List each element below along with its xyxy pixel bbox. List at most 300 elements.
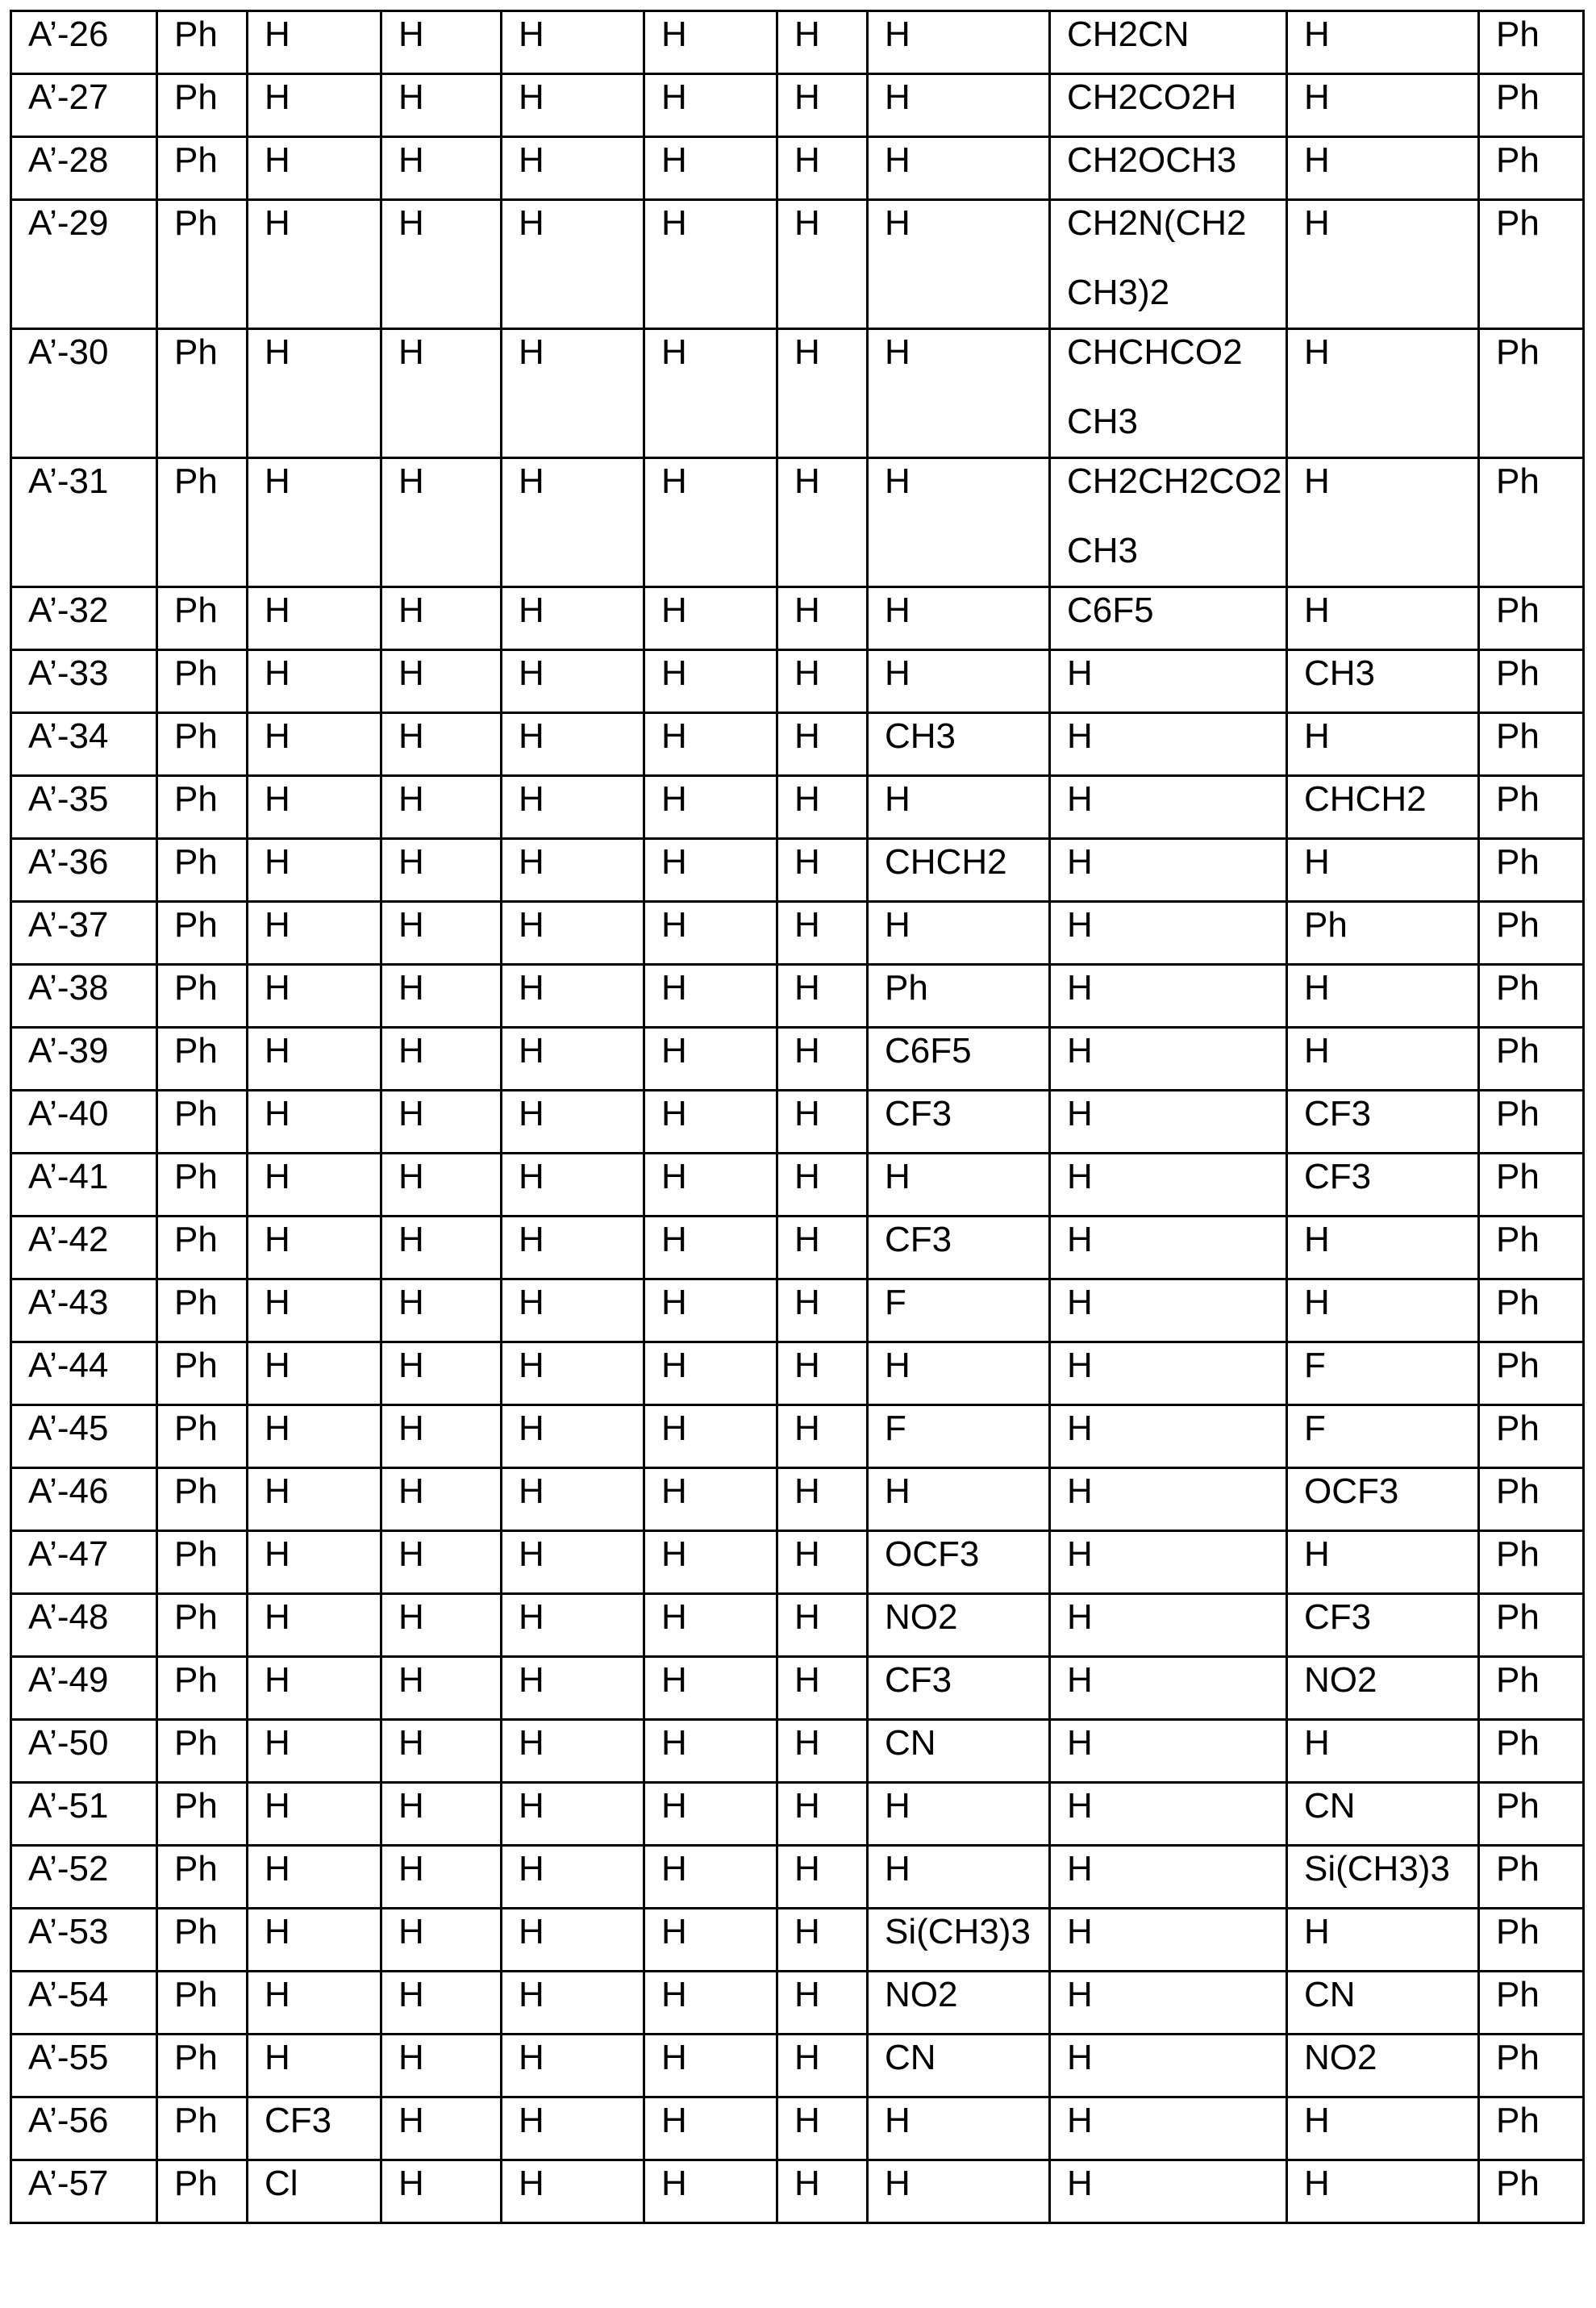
substituent-cell-text: H <box>661 1972 776 2030</box>
substituent-cell <box>157 839 248 902</box>
substituent-cell <box>157 902 248 965</box>
substituent-cell <box>1050 1720 1287 1783</box>
substituent-cell-text: H <box>265 1028 380 1087</box>
table-body <box>11 11 1584 2223</box>
substituent-cell-text: Ph <box>174 902 246 961</box>
substituent-cell <box>1287 1972 1479 2035</box>
substituent-cell-text: Ph <box>1496 2160 1582 2219</box>
substituent-cell <box>868 1405 1050 1468</box>
substituent-cell <box>1287 1279 1479 1342</box>
substituent-cell-text: H <box>398 713 500 772</box>
cell-line: CH2N(CH2 <box>1067 200 1286 259</box>
substituent-cell <box>644 1342 777 1405</box>
compound-id-cell <box>11 902 157 965</box>
substituent-cell <box>868 1342 1050 1405</box>
substituent-cell <box>1479 1154 1584 1217</box>
substituent-cell <box>777 200 868 329</box>
substituent-cell-text: Ph <box>1496 1405 1582 1464</box>
substituent-cell <box>1287 1217 1479 1279</box>
substituent-cell-text: H <box>794 1154 866 1212</box>
substituent-cell-text: H <box>794 329 866 388</box>
compound-id-cell <box>11 137 157 200</box>
substituent-cell <box>248 458 381 587</box>
substituent-cell-text: H <box>885 1468 1048 1527</box>
substituent-cell-text: Ph <box>1496 1468 1582 1527</box>
substituent-cell <box>1050 2097 1287 2160</box>
substituent-cell <box>381 587 502 650</box>
substituent-cell <box>157 2160 248 2223</box>
substituent-cell <box>502 1154 644 1217</box>
substituent-cell <box>1479 965 1584 1028</box>
substituent-cell <box>157 11 248 74</box>
compound-id-cell-text: A’-27 <box>28 74 156 133</box>
substituent-cell-text: H <box>519 458 643 517</box>
substituent-cell <box>644 2160 777 2223</box>
substituent-cell <box>502 2160 644 2223</box>
substituent-cell-text: Ph <box>174 11 246 70</box>
compound-id-cell-text: A’-39 <box>28 1028 156 1087</box>
substituent-cell-text: Ph <box>1496 11 1582 70</box>
substituent-cell <box>644 1909 777 1972</box>
substituent-cell <box>157 1594 248 1657</box>
compound-id-cell <box>11 1028 157 1091</box>
substituent-cell-text: H <box>661 1468 776 1527</box>
substituent-cell-text: H <box>1304 2160 1477 2219</box>
substituent-cell <box>1287 137 1479 200</box>
substituent-cell-text: H <box>265 2035 380 2093</box>
substituent-cell <box>157 1279 248 1342</box>
substituent-cell-text: H <box>885 650 1048 709</box>
substituent-cell <box>248 1342 381 1405</box>
substituent-cell-text: H <box>794 2097 866 2156</box>
substituent-cell <box>777 650 868 713</box>
compound-id-cell <box>11 839 157 902</box>
substituent-cell-text: H <box>661 1846 776 1905</box>
substituent-cell-text: H <box>519 1405 643 1464</box>
compound-id-cell <box>11 965 157 1028</box>
substituent-cell-text: Ph <box>1496 1217 1582 1275</box>
substituent-cell-text: Ph <box>174 1091 246 1150</box>
table-row <box>11 839 1584 902</box>
substituent-cell-text: CF3 <box>265 2097 380 2156</box>
substituent-cell-text: H <box>265 1217 380 1275</box>
substituent-cell <box>502 776 644 839</box>
compound-id-cell <box>11 1846 157 1909</box>
compound-id-cell-text: A’-44 <box>28 1342 156 1401</box>
substituent-cell <box>777 2035 868 2097</box>
substituent-cell-text: H <box>519 1972 643 2030</box>
substituent-cell <box>868 965 1050 1028</box>
substituent-cell-text: Ph <box>174 587 246 646</box>
substituent-cell-text: C6F5 <box>885 1028 1048 1087</box>
substituent-cell-text: CF3 <box>885 1091 1048 1150</box>
substituent-cell-text: F <box>1304 1342 1477 1401</box>
substituent-cell-text: Ph <box>174 776 246 835</box>
substituent-cell <box>777 1405 868 1468</box>
substituent-cell <box>1479 1972 1584 2035</box>
table-row <box>11 1594 1584 1657</box>
substituent-cell <box>157 74 248 137</box>
substituent-cell <box>868 200 1050 329</box>
substituent-cell <box>1479 1468 1584 1531</box>
substituent-cell-text: Ph <box>1496 902 1582 961</box>
table-row <box>11 200 1584 329</box>
compound-id-cell-text: A’-46 <box>28 1468 156 1527</box>
table-row <box>11 2097 1584 2160</box>
substituent-cell <box>868 1468 1050 1531</box>
substituent-cell-text: H <box>519 776 643 835</box>
substituent-cell-text: H <box>661 2035 776 2093</box>
compound-id-cell <box>11 2097 157 2160</box>
substituent-cell <box>502 1405 644 1468</box>
compound-id-cell-text: A’-37 <box>28 902 156 961</box>
substituent-cell <box>248 2035 381 2097</box>
compound-id-cell-text: A’-36 <box>28 839 156 898</box>
compound-id-cell <box>11 1279 157 1342</box>
substituent-cell-text: H <box>1067 1342 1286 1401</box>
substituent-cell <box>248 1091 381 1154</box>
compound-id-cell-text: A’-34 <box>28 713 156 772</box>
substituent-cell <box>502 1091 644 1154</box>
substituent-cell-text: H <box>794 776 866 835</box>
substituent-cell <box>777 2160 868 2223</box>
substituent-cell <box>502 1909 644 1972</box>
substituent-cell-text: H <box>661 1531 776 1590</box>
substituent-cell <box>1287 2097 1479 2160</box>
substituent-cell <box>157 1154 248 1217</box>
compound-id-cell <box>11 2035 157 2097</box>
substituent-cell <box>1479 713 1584 776</box>
substituent-cell <box>777 1909 868 1972</box>
substituent-cell-text: NO2 <box>1304 2035 1477 2093</box>
compound-id-cell <box>11 776 157 839</box>
substituent-cell <box>1050 2160 1287 2223</box>
cell-line: CH3 <box>1067 387 1286 457</box>
compound-id-cell <box>11 200 157 329</box>
substituent-cell-text: H <box>265 587 380 646</box>
table-row <box>11 137 1584 200</box>
compound-id-cell <box>11 1342 157 1405</box>
substituent-cell-text: Ph <box>1496 74 1582 133</box>
substituent-cell <box>777 137 868 200</box>
substituent-cell <box>644 2097 777 2160</box>
substituent-cell <box>381 902 502 965</box>
substituent-cell-text: CF3 <box>1304 1091 1477 1150</box>
substituent-cell-text: H <box>1067 776 1286 835</box>
substituent-cell <box>381 1154 502 1217</box>
substituent-cell <box>248 1783 381 1846</box>
substituent-cell <box>644 329 777 458</box>
compound-id-cell-text: A’-57 <box>28 2160 156 2219</box>
compound-id-cell-text: A’-45 <box>28 1405 156 1464</box>
substituent-cell <box>868 839 1050 902</box>
substituent-cell <box>248 1531 381 1594</box>
substituent-cell <box>1287 200 1479 329</box>
substituent-cell-text: H <box>1067 1657 1286 1716</box>
substituent-cell-text: H <box>519 11 643 70</box>
substituent-cell-text: H <box>519 587 643 646</box>
substituent-cell <box>502 1217 644 1279</box>
substituent-cell-text: Ph <box>1496 137 1582 196</box>
substituent-cell <box>1287 458 1479 587</box>
table-row <box>11 1342 1584 1405</box>
substituent-cell-text: H <box>794 587 866 646</box>
substituent-cell-text: H <box>519 1657 643 1716</box>
substituent-cell <box>1287 1720 1479 1783</box>
substituent-cell <box>502 137 644 200</box>
substituent-cell-text: H <box>1304 458 1477 517</box>
substituent-cell <box>1050 1279 1287 1342</box>
substituent-cell-text: Ph <box>174 1594 246 1653</box>
substituent-cell <box>381 1405 502 1468</box>
substituent-cell-text: H <box>519 1720 643 1779</box>
substituent-cell-text: H <box>794 200 866 259</box>
substituent-cell <box>777 587 868 650</box>
substituent-cell-text: Ph <box>174 1405 246 1464</box>
compound-id-cell <box>11 587 157 650</box>
substituent-cell <box>777 965 868 1028</box>
substituent-cell <box>644 587 777 650</box>
substituent-cell <box>248 1217 381 1279</box>
compound-id-cell-text: A’-28 <box>28 137 156 196</box>
substituent-cell-text: H <box>519 137 643 196</box>
substituent-cell <box>777 1217 868 1279</box>
substituent-cell-text: CN <box>885 2035 1048 2093</box>
substituent-cell <box>248 1909 381 1972</box>
substituent-cell <box>1479 902 1584 965</box>
compound-id-cell-text: A’-54 <box>28 1972 156 2030</box>
compound-id-cell <box>11 1909 157 1972</box>
compound-id-cell-text: A’-33 <box>28 650 156 709</box>
substituent-cell-text: H <box>265 74 380 133</box>
substituent-cell <box>777 839 868 902</box>
substituent-cell <box>157 1909 248 1972</box>
table-row <box>11 1783 1584 1846</box>
substituent-cell-text: H <box>398 839 500 898</box>
substituent-cell <box>502 200 644 329</box>
substituent-cell-text: H <box>519 2035 643 2093</box>
substituent-cell-text: H <box>661 11 776 70</box>
table-row <box>11 1091 1584 1154</box>
substituent-cell <box>248 1028 381 1091</box>
substituent-cell-text <box>1067 329 1286 457</box>
substituent-cell-text: Ph <box>1496 1342 1582 1401</box>
substituent-cell-text: H <box>661 200 776 259</box>
substituent-cell <box>644 776 777 839</box>
compound-id-cell-text: A’-52 <box>28 1846 156 1905</box>
substituent-cell <box>777 1531 868 1594</box>
substituent-cell-text: H <box>661 713 776 772</box>
substituent-cell <box>157 650 248 713</box>
substituent-cell-text: H <box>265 965 380 1024</box>
substituent-cell <box>1479 1279 1584 1342</box>
substituent-cell-text: Ph <box>1496 458 1582 517</box>
substituent-cell <box>1050 1783 1287 1846</box>
substituent-cell-text: H <box>1304 2097 1477 2156</box>
substituent-cell <box>1050 1405 1287 1468</box>
substituent-cell-text: H <box>398 1468 500 1527</box>
compound-id-cell <box>11 329 157 458</box>
substituent-cell-text: H <box>794 1405 866 1464</box>
substituent-cell-text: H <box>265 713 380 772</box>
substituent-cell <box>644 2035 777 2097</box>
substituent-cell-text: H <box>794 1720 866 1779</box>
substituent-cell-text: H <box>1304 1028 1477 1087</box>
substituent-cell-text: H <box>398 1846 500 1905</box>
substituent-cell-text: H <box>519 329 643 388</box>
substituent-cell <box>868 650 1050 713</box>
substituent-cell <box>1479 137 1584 200</box>
table-row <box>11 1720 1584 1783</box>
substituent-cell <box>1479 776 1584 839</box>
substituent-cell <box>248 74 381 137</box>
substituent-cell <box>1050 1028 1287 1091</box>
substituent-cell <box>248 1279 381 1342</box>
compound-substituent-table <box>10 10 1585 2224</box>
substituent-cell-text: Ph <box>174 965 246 1024</box>
substituent-cell-text: H <box>1067 2035 1286 2093</box>
substituent-cell <box>644 1405 777 1468</box>
substituent-cell-text: H <box>265 1909 380 1968</box>
substituent-cell <box>502 713 644 776</box>
substituent-cell-text: H <box>398 11 500 70</box>
substituent-cell-text: H <box>1067 1594 1286 1653</box>
substituent-cell <box>157 965 248 1028</box>
substituent-cell <box>777 713 868 776</box>
compound-id-cell-text: A’-50 <box>28 1720 156 1779</box>
substituent-cell <box>381 137 502 200</box>
substituent-cell-text: H <box>885 137 1048 196</box>
substituent-cell-text: H <box>1304 74 1477 133</box>
substituent-cell-text: H <box>265 1531 380 1590</box>
substituent-cell-text: H <box>398 458 500 517</box>
substituent-cell <box>1287 1468 1479 1531</box>
substituent-cell <box>381 74 502 137</box>
substituent-cell-text: Si(CH3)3 <box>885 1909 1048 1968</box>
substituent-cell-text: Ph <box>174 1909 246 1968</box>
substituent-cell <box>868 1531 1050 1594</box>
substituent-cell-text: H <box>794 1783 866 1842</box>
substituent-cell-text: H <box>661 1342 776 1401</box>
substituent-cell-text: H <box>794 2035 866 2093</box>
substituent-cell <box>381 1720 502 1783</box>
substituent-cell <box>1479 2097 1584 2160</box>
substituent-cell <box>248 650 381 713</box>
substituent-cell <box>1050 839 1287 902</box>
substituent-cell <box>248 1405 381 1468</box>
substituent-cell <box>868 902 1050 965</box>
substituent-cell <box>777 1342 868 1405</box>
substituent-cell <box>157 137 248 200</box>
substituent-cell <box>248 839 381 902</box>
substituent-cell <box>777 1720 868 1783</box>
substituent-cell <box>1050 137 1287 200</box>
substituent-cell-text: H <box>1067 965 1286 1024</box>
substituent-cell-text: H <box>661 1091 776 1150</box>
substituent-cell <box>502 2035 644 2097</box>
substituent-cell <box>868 1909 1050 1972</box>
substituent-cell <box>1287 650 1479 713</box>
substituent-cell <box>381 1342 502 1405</box>
substituent-cell <box>1287 2035 1479 2097</box>
substituent-cell-text: Ph <box>1496 2035 1582 2093</box>
substituent-cell-text: H <box>794 1468 866 1527</box>
substituent-cell-text: H <box>398 137 500 196</box>
substituent-cell-text: H <box>885 74 1048 133</box>
substituent-cell <box>1050 1909 1287 1972</box>
substituent-cell <box>644 458 777 587</box>
substituent-cell <box>644 650 777 713</box>
substituent-cell <box>1479 1594 1584 1657</box>
substituent-cell-text: H <box>794 137 866 196</box>
substituent-cell <box>157 2097 248 2160</box>
substituent-cell <box>644 1657 777 1720</box>
substituent-cell <box>381 776 502 839</box>
compound-id-cell-text: A’-30 <box>28 329 156 388</box>
substituent-cell-text: H <box>794 1846 866 1905</box>
substituent-cell <box>157 1468 248 1531</box>
substituent-cell <box>248 2097 381 2160</box>
substituent-cell-text: CHCH2 <box>1304 776 1477 835</box>
substituent-cell-text: Ph <box>174 1783 246 1842</box>
substituent-cell-text: H <box>519 1028 643 1087</box>
substituent-cell-text: H <box>398 1217 500 1275</box>
substituent-cell-text: H <box>265 1972 380 2030</box>
compound-id-cell <box>11 1154 157 1217</box>
substituent-cell-text: H <box>1067 2160 1286 2219</box>
substituent-cell-text: H <box>265 1720 380 1779</box>
table-row <box>11 776 1584 839</box>
substituent-cell-text: H <box>398 902 500 961</box>
substituent-cell <box>157 776 248 839</box>
substituent-cell <box>248 137 381 200</box>
cell-line: CH3 <box>1067 516 1286 586</box>
substituent-cell-text: H <box>661 839 776 898</box>
substituent-cell <box>777 329 868 458</box>
compound-id-cell-text: A’-55 <box>28 2035 156 2093</box>
substituent-cell-text: CH2OCH3 <box>1067 137 1286 196</box>
substituent-cell <box>777 1846 868 1909</box>
compound-id-cell <box>11 1531 157 1594</box>
substituent-cell <box>157 1028 248 1091</box>
substituent-cell-text: Ph <box>1304 902 1477 961</box>
substituent-cell-text: H <box>661 965 776 1024</box>
substituent-cell-text: H <box>1304 329 1477 388</box>
substituent-cell-text: Ph <box>174 650 246 709</box>
substituent-cell-text: H <box>265 1846 380 1905</box>
compound-id-cell-text: A’-40 <box>28 1091 156 1150</box>
substituent-cell-text: H <box>398 74 500 133</box>
substituent-cell-text: Ph <box>174 713 246 772</box>
compound-id-cell <box>11 1468 157 1531</box>
substituent-cell-text: H <box>265 650 380 709</box>
substituent-cell-text: H <box>398 1657 500 1716</box>
substituent-cell <box>777 1972 868 2035</box>
substituent-cell <box>248 1594 381 1657</box>
substituent-cell-text: H <box>1304 1279 1477 1338</box>
substituent-cell <box>777 74 868 137</box>
substituent-cell <box>381 2160 502 2223</box>
substituent-cell <box>502 2097 644 2160</box>
substituent-cell-text: H <box>1067 902 1286 961</box>
substituent-cell <box>157 1657 248 1720</box>
compound-id-cell <box>11 1972 157 2035</box>
substituent-cell <box>868 329 1050 458</box>
substituent-cell-text: Ph <box>1496 1783 1582 1842</box>
substituent-cell-text: NO2 <box>885 1594 1048 1653</box>
compound-id-cell-text: A’-47 <box>28 1531 156 1590</box>
substituent-cell-text: CF3 <box>1304 1594 1477 1653</box>
